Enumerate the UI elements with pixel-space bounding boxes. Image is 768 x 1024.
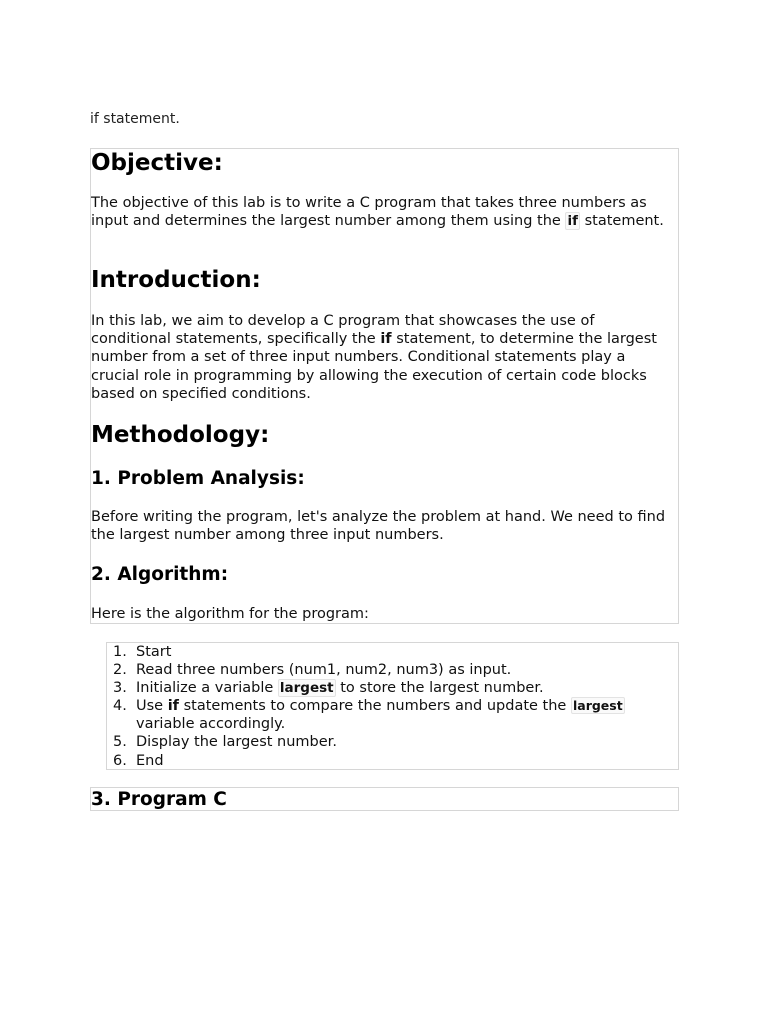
algorithm-intro: Here is the algorithm for the program: [91, 606, 369, 622]
algorithm-steps-block [106, 642, 679, 770]
list-item [107, 752, 667, 770]
list-item [107, 679, 667, 697]
objective-text-after: statement. [579, 213, 664, 230]
introduction-paragraph [91, 312, 676, 403]
list-item-text: Read three numbers (num1, num2, num3) as input. [136, 662, 512, 679]
list-item-number: 6. [113, 752, 127, 769]
list-item [107, 697, 667, 733]
list-item-text: statements to compare the numbers and update the [178, 698, 571, 715]
list-item [107, 733, 667, 751]
introduction-text-after: statement, to determine the largest number from a set of three input numbers. Conditional statements play a crucial role in programming by allowing the execution of certain code blocks based on specified conditions. [91, 331, 657, 402]
objective-paragraph [91, 194, 676, 230]
introduction-code-if: if [380, 331, 392, 348]
list-item-number: 2. [113, 662, 127, 679]
list-item-text: Start [136, 644, 172, 660]
list-item-text: variable accordingly. [136, 716, 286, 733]
list-item-number: 3. [113, 680, 127, 697]
methodology-heading: Methodology: [91, 422, 270, 448]
list-item-number: 1. [113, 644, 127, 660]
introduction-heading: Introduction: [91, 267, 261, 293]
list-item-text: Initialize a variable [136, 680, 278, 697]
list-item-text: Display the largest number. [136, 734, 337, 751]
list-item-text: Use [136, 698, 168, 715]
code-if: if [167, 698, 179, 715]
list-item [107, 661, 667, 679]
list-item-number: 5. [113, 734, 127, 751]
page-fragment-text: if statement. [90, 111, 180, 127]
algorithm-heading: 2. Algorithm: [91, 564, 229, 585]
algorithm-steps-list [107, 643, 667, 770]
objective-text-before: The objective of this lab is to write a C program that takes three numbers as input and determines the largest number among them using the [91, 195, 647, 230]
objective-heading: Objective: [91, 150, 223, 176]
code-largest: largest [572, 698, 623, 714]
objective-code-if: if [567, 213, 578, 230]
list-item [107, 643, 667, 661]
program-heading-block [90, 787, 679, 811]
list-item-text: to store the largest number. [335, 680, 544, 697]
problem-analysis-heading: 1. Problem Analysis: [91, 468, 305, 489]
code-largest: largest [279, 680, 334, 697]
program-heading: 3. Program C [91, 789, 227, 810]
introduction-text-before: In this lab, we aim to develop a C program that showcases the use of conditional statements, specifically the [91, 313, 595, 348]
problem-analysis-paragraph: Before writing the program, let's analyze the problem at hand. We need to find the largest number among three input numbers. [91, 509, 666, 544]
main-content-block [90, 148, 679, 624]
list-item-text: End [136, 752, 164, 769]
list-item-number: 4. [113, 698, 127, 715]
